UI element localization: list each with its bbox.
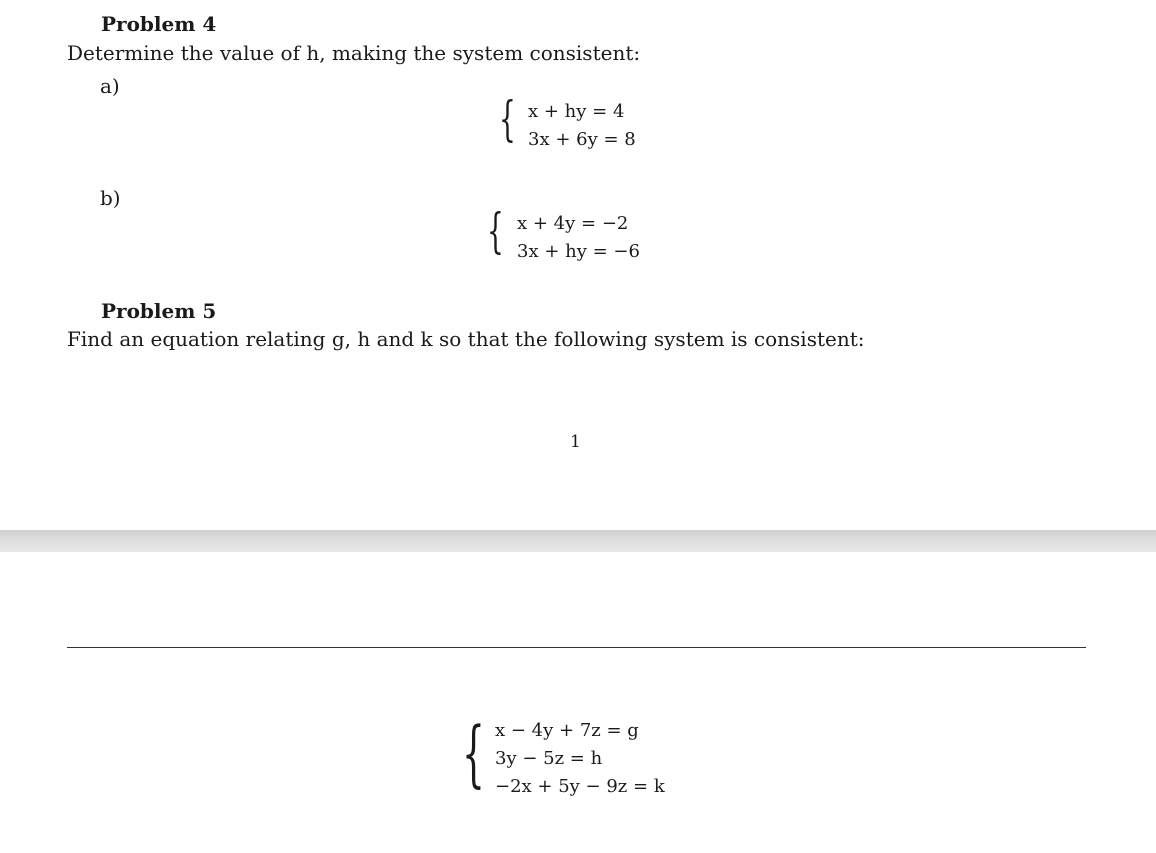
equation: 3y − 5z = h	[495, 748, 603, 769]
horizontal-rule	[67, 647, 1086, 648]
page-break	[0, 530, 1156, 552]
system-a	[499, 91, 636, 154]
problem-4-statement: Determine the value of h, making the system consistent:	[67, 41, 641, 65]
problem-5-statement: Find an equation relating g, h and k so that the following system is consistent:	[67, 327, 865, 351]
equation: −2x + 5y − 9z = k	[495, 776, 665, 797]
equation: x + 4y = −2	[517, 213, 629, 234]
left-brace: {	[499, 91, 516, 147]
equation: x + hy = 4	[528, 101, 625, 122]
page-number: 1	[570, 432, 581, 452]
equation-list	[528, 98, 636, 154]
system-problem-5	[462, 711, 665, 801]
left-brace: {	[462, 711, 485, 795]
part-b-label: b)	[100, 186, 121, 210]
equation: 3x + 6y = 8	[528, 129, 636, 150]
system-b	[487, 203, 640, 266]
equation: x − 4y + 7z = g	[495, 720, 639, 741]
part-a-label: a)	[100, 74, 120, 98]
left-brace: {	[487, 203, 504, 259]
equation: 3x + hy = −6	[517, 241, 640, 262]
equation-list	[495, 717, 665, 801]
problem-4-title: Problem 4	[101, 12, 217, 36]
problem-5-title: Problem 5	[101, 299, 217, 323]
equation-list	[517, 210, 640, 266]
